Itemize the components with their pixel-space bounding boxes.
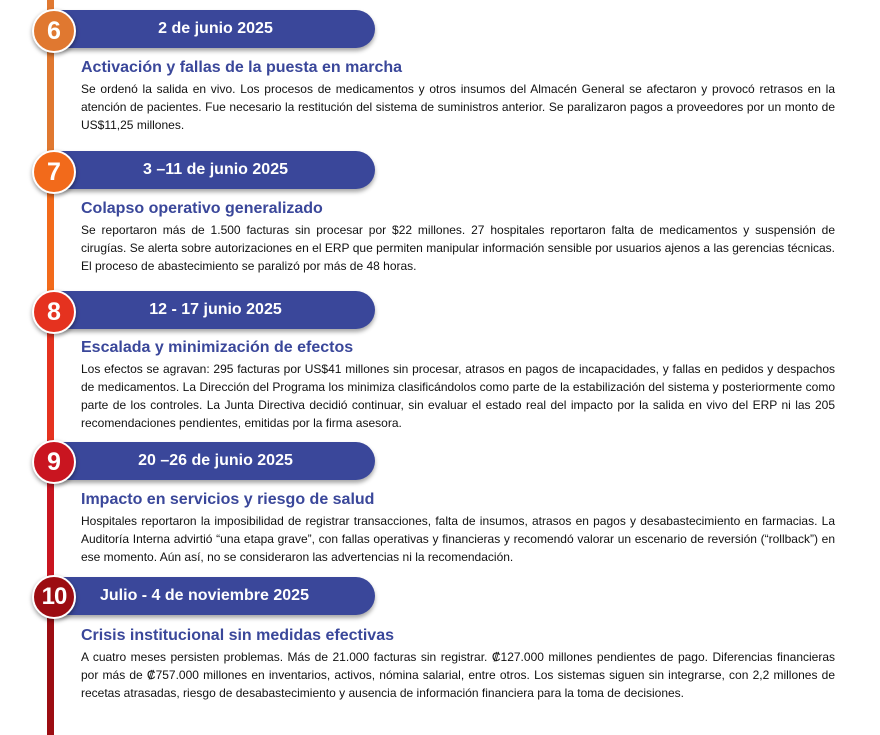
milestone-description: Los efectos se agravan: 295 facturas por US$41 millones sin procesar, atrasos en pagos de incapacidades, y fallas en pedidos y despachos de medicamentos. La Dirección del Programa los minimiza clasificándolos como parte de la estabilización del sistema y posteriormente como parte de los controles. La Junta Directiva decidió continuar, sin evaluar el estado real del impacto por la salida en vivo del ERP ni las 205 recomendaciones pendientes, emitidas por la firma asesora. [81,362,835,430]
milestone-number-badge: 7 [32,150,76,194]
milestone-date: 20 –26 de junio 2025 [138,452,293,469]
milestone-date: 2 de junio 2025 [158,20,273,37]
milestone-description: A cuatro meses persisten problemas. Más de 21.000 facturas sin registrar. ₡127.000 millones pendientes de pago. Diferencias financieras por más de ₡757.000 millones en inventarios, activos, nómina salarial, entre otros. Los sistemas siguen sin integrarse, con 2,2 millones de recetas atrasadas, riesgo de desabastecimiento y ausencia de información financiera para la toma de decisiones. [81,650,835,700]
milestone-description: Hospitales reportaron la imposibilidad de registrar transacciones, falta de insumos, atrasos en pagos y desabastecimiento en farmacias. La Auditoría Interna advirtió “una etapa grave”, con fallas operativas y financieras y recomendó valorar un escenario de reversión (“rollback”) en ese momento. Aún así, no se consideraron las advertencias ni la recomendación. [81,514,835,564]
milestone-title: Activación y fallas de la puesta en marcha [81,59,403,76]
milestone-date: 12 - 17 junio 2025 [149,301,282,318]
milestone-title: Escalada y minimización de efectos [81,339,354,356]
milestone-title: Impacto en servicios y riesgo de salud [81,491,375,508]
date-banner [56,151,375,189]
milestone-date: 3 –11 de junio 2025 [143,161,288,178]
milestone-number-badge: 10 [32,575,76,619]
date-banner [56,442,375,480]
date-banner [56,10,375,48]
milestone-description: Se reportaron más de 1.500 facturas sin procesar por $22 millones. 27 hospitales reportaron falta de medicamentos y suspensión de cirugías. Se alerta sobre autorizaciones en el ERP que permiten manipular información sensible por usuarios ajenos a las gerencias técnicas. El proceso de abastecimiento se paralizó por más de 48 horas. [81,223,835,273]
milestone-title: Crisis institucional sin medidas efectivas [81,627,394,644]
milestone-date: Julio - 4 de noviembre 2025 [100,587,309,604]
date-banner [56,577,375,615]
milestone-number-badge: 8 [32,290,76,334]
milestone-title: Colapso operativo generalizado [81,200,323,217]
milestone-description: Se ordenó la salida en vivo. Los procesos de medicamentos y otros insumos del Almacén General se afectaron y provocó retrasos en la atención de pacientes. Fue necesario la restitución del sistema de suministros anterior. Se paralizaron pagos a proveedores por un monto de US$11,25 millones. [81,82,835,132]
date-banner [56,291,375,329]
milestone-number-badge: 9 [32,440,76,484]
milestone-number-badge: 6 [32,9,76,53]
